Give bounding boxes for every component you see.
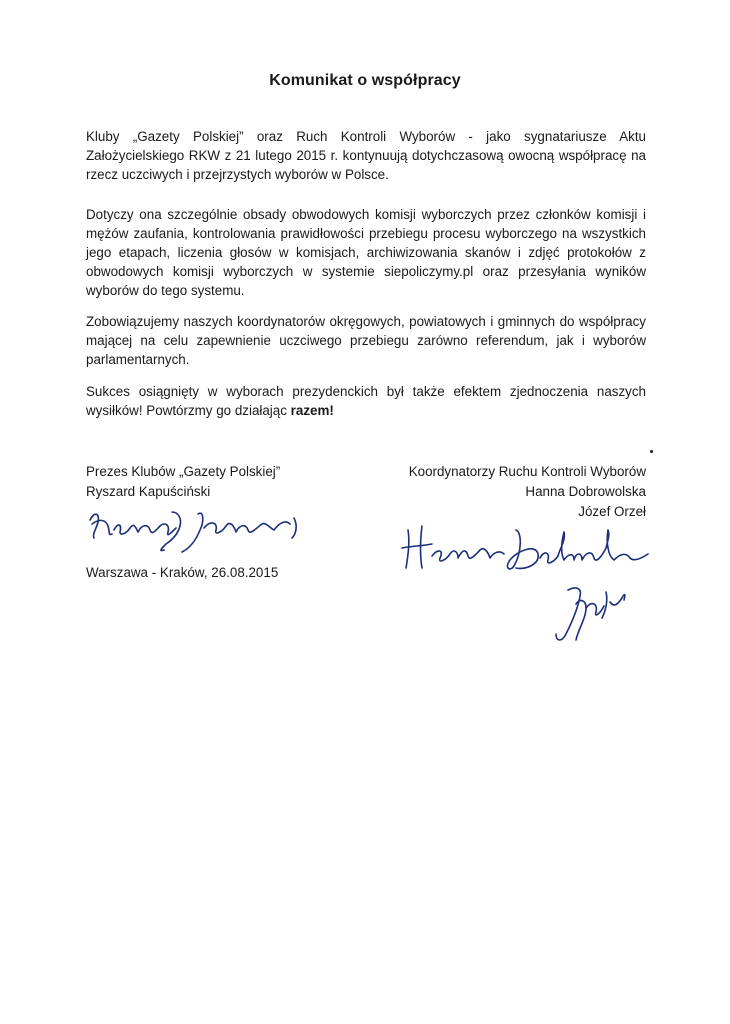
- left-signatory: [86, 462, 280, 502]
- paragraph-scope: Dotyczy ona szczególnie obsady obwodowych komisji wyborczych przez członków komisji i mężów zaufania, kontrolowania prawidłowości przebiegu procesu wyborczego na wszystkich jego etapach, liczenia głosów w komisjach, archiwizowania skanów i zdjęć protokołów z obwodowych komisji wyborczych w systemie siepoliczymy.pl oraz przesyłania wyników wyborów do tego systemu.: [86, 207, 646, 298]
- paragraph-closing: [86, 382, 646, 420]
- left-signatory-role: Prezes Klubów „Gazety Polskiej”: [86, 464, 281, 479]
- ink-dot: [650, 450, 653, 453]
- paragraph-commitment: Zobowiązujemy naszych koordynatorów okręgowych, powiatowych i gminnych do współpracy mającej na celu zapewnienie uczciwego przebiegu zarówno referendum, jak i wyborów parlamentarnych.: [86, 314, 646, 367]
- right-signatories: [398, 462, 646, 522]
- closing-text: Sukces osiągnięty w wyborach prezydenckich był także efektem zjednoczenia naszych wysiłków! Powtórzmy go działając: [86, 384, 646, 418]
- right-signatory-name-2: Józef Orzeł: [578, 504, 646, 519]
- signature-jozef-orzel: [540, 578, 640, 648]
- closing-emphasis: razem!: [290, 403, 334, 418]
- right-signatory-name-1: Hanna Dobrowolska: [525, 484, 646, 499]
- place-and-date: Warszawa - Kraków, 26.08.2015: [86, 565, 279, 580]
- document-title: Komunikat o współpracy: [269, 72, 461, 89]
- signature-ryszard-kapuscinski: [86, 500, 306, 560]
- left-signatory-name: Ryszard Kapuściński: [86, 484, 211, 499]
- signature-hanna-dobrowolska: [398, 518, 668, 578]
- paragraph-cooperation: Kluby „Gazety Polskiej” oraz Ruch Kontroli Wyborów - jako sygnatariusze Aktu Założycielskiego RKW z 21 lutego 2015 r. kontynuują dotychczasową owocną współpracę na rzecz uczciwych i przejrzystych wyborów w Polsce.: [86, 129, 646, 182]
- right-signatory-role: Koordynatorzy Ruchu Kontroli Wyborów: [408, 464, 646, 479]
